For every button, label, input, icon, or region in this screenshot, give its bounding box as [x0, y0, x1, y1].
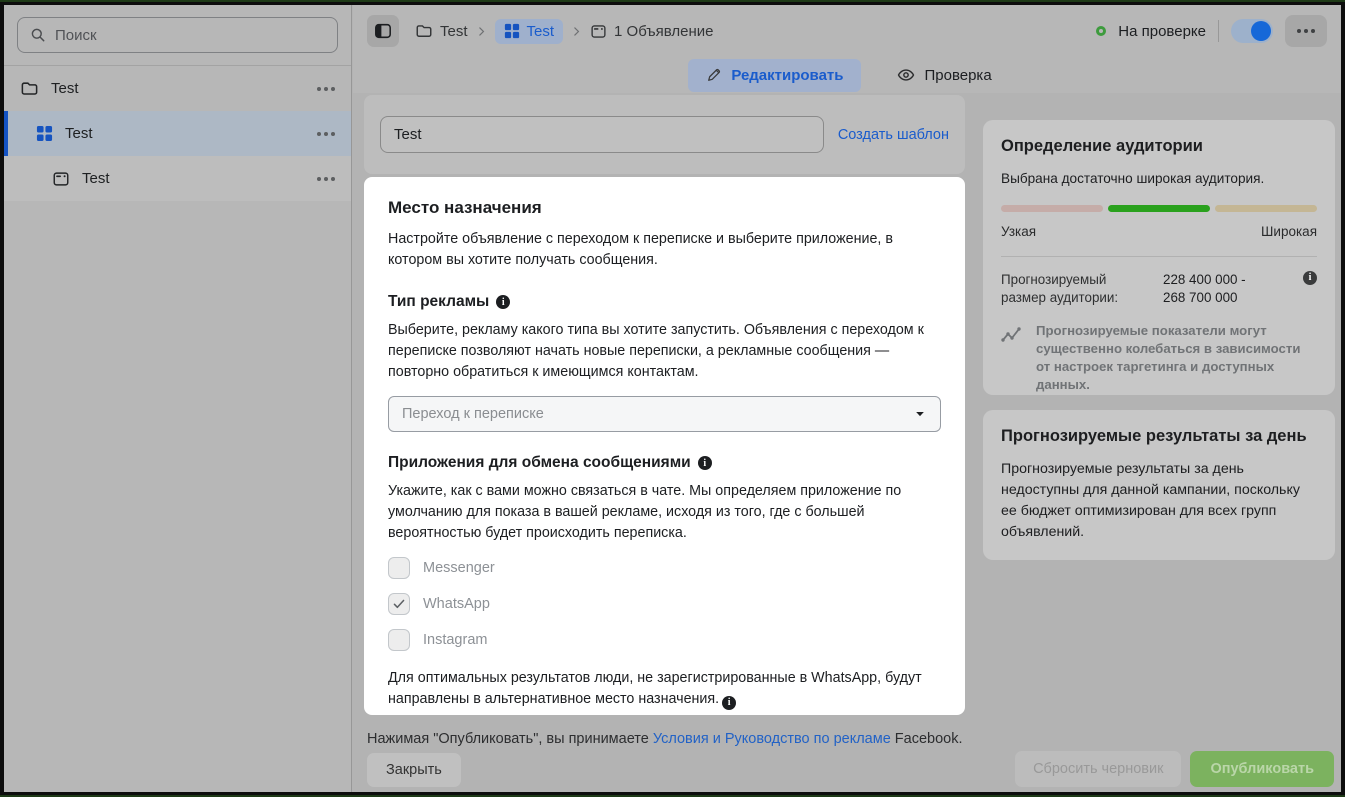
audience-status-text: Выбрана достаточно широкая аудитория.: [1001, 171, 1265, 186]
whatsapp-footnote: Для оптимальных результатов люди, не зарегистрированные в WhatsApp, будут направлены в альтернативное место назначения.i: [388, 668, 941, 710]
audience-note: Прогнозируемые показатели могут существенно колебаться в зависимости от настроек таргетинга и доступных данных.: [1001, 322, 1317, 394]
collapse-sidebar-button[interactable]: [367, 15, 399, 47]
folder-icon: [415, 22, 433, 40]
trend-zigzag-icon: [1001, 325, 1025, 394]
tree-item-label: Test: [82, 170, 110, 187]
audience-size-row: [1001, 271, 1317, 307]
ad-type-description: Выберите, рекламу какого типа вы хотите запустить. Объявления с переходом к переписке позволяют начать новые переписки, а рекламные сообщения — повторно обратиться к имеющимся контактам.: [388, 322, 924, 380]
check-icon: [392, 597, 406, 611]
breadcrumb: [415, 19, 714, 44]
search-input[interactable]: [17, 17, 338, 53]
tab-edit[interactable]: Редактировать: [688, 59, 861, 92]
meter-segment-current: [1108, 205, 1210, 212]
ad-active-toggle[interactable]: [1231, 19, 1273, 43]
status-dot-icon: [1096, 26, 1106, 36]
breadcrumb-adset-active[interactable]: Test: [495, 19, 564, 44]
discard-draft-button[interactable]: Сбросить черновик: [1015, 751, 1181, 787]
option-whatsapp: WhatsApp: [388, 586, 941, 622]
terms-link[interactable]: Условия и Руководство по рекламе: [652, 731, 891, 747]
section-description: Настройте объявление с переходом к переписке и выберите приложение, в котором вы хотите получать сообщения.: [388, 231, 893, 268]
section-title: Место назначения: [388, 198, 542, 217]
ad-icon: [52, 170, 70, 188]
info-icon[interactable]: [722, 696, 736, 710]
topbar-status-group: [1096, 15, 1327, 47]
search-placeholder: Поиск: [55, 26, 97, 44]
search-icon: [30, 27, 46, 43]
editor-content: [353, 93, 1341, 792]
messaging-apps-description: Укажите, как с вами можно связаться в чате. Мы определяем приложение по умолчанию для показа в вашей рекламе, исходя из того, где с большей вероятностью будет происходить переписка.: [388, 483, 902, 541]
audience-size-label: Прогнозируемый размер аудитории:: [1001, 272, 1119, 305]
ad-icon: [590, 23, 607, 40]
adset-grid-icon: [36, 125, 53, 142]
caret-down-icon: [913, 407, 927, 421]
audience-breadth-meter: [1001, 205, 1317, 212]
tab-review[interactable]: Проверка: [883, 58, 1005, 92]
topbar: [353, 5, 1341, 57]
breadcrumb-folder[interactable]: Test: [415, 22, 468, 40]
breadcrumb-ad[interactable]: 1 Объявление: [590, 23, 714, 40]
publish-button[interactable]: Опубликовать: [1190, 751, 1334, 787]
divider: [1218, 20, 1219, 42]
messaging-apps-options: [388, 550, 941, 658]
mode-tabs: [353, 57, 1341, 93]
sidebar-item-campaign-folder[interactable]: [4, 66, 351, 111]
checkbox-whatsapp-checked[interactable]: [388, 593, 410, 615]
daily-results-body: Прогнозируемые результаты за день недоступны для данной кампании, поскольку ее бюджет оптимизирован для всех групп объявлений.: [1001, 461, 1300, 540]
info-icon[interactable]: [1303, 271, 1317, 285]
audience-size-value: 228 400 000 - 268 700 000: [1163, 272, 1246, 305]
messaging-apps-heading: Приложения для обмена сообщениями i: [388, 454, 941, 472]
eye-icon: [897, 66, 915, 84]
tree-item-label: Test: [51, 80, 79, 97]
sidebar-search-bar: [4, 5, 351, 66]
folder-icon: [20, 79, 39, 98]
info-icon[interactable]: [698, 456, 712, 470]
meter-scale-labels: Узкая Широкая: [1001, 224, 1317, 239]
status-badge: На проверке: [1118, 22, 1206, 40]
ellipsis-icon: [1297, 29, 1315, 33]
ads-manager-window: [4, 5, 1341, 792]
checkbox-messenger[interactable]: [388, 557, 410, 579]
close-button[interactable]: Закрыть: [367, 753, 461, 787]
main-panel: [353, 5, 1341, 792]
campaign-tree: [4, 66, 351, 201]
panel-icon: [374, 22, 392, 40]
sidebar-item-adset-selected[interactable]: [4, 111, 351, 156]
tree-item-label: Test: [65, 125, 93, 142]
audience-title: Определение аудитории: [1001, 137, 1203, 155]
meter-segment-narrow: [1001, 205, 1103, 212]
create-template-link[interactable]: Создать шаблон: [837, 126, 949, 143]
toggle-knob: [1251, 21, 1271, 41]
ad-type-select[interactable]: Переход к переписке: [388, 396, 941, 432]
ad-type-heading: Тип рекламы i: [388, 293, 941, 311]
info-icon[interactable]: [496, 295, 510, 309]
destination-card: [364, 177, 965, 715]
adset-grid-icon: [504, 23, 520, 39]
footer-actions: [1015, 751, 1334, 787]
meter-segment-broad: [1215, 205, 1317, 212]
chevron-right-icon: [571, 26, 582, 37]
item-menu-icon[interactable]: [317, 177, 335, 181]
terms-text: Нажимая "Опубликовать", вы принимаете Условия и Руководство по рекламе Facebook.: [367, 731, 963, 747]
ad-name-card: [364, 95, 965, 174]
daily-results-card: [983, 410, 1335, 560]
item-menu-icon[interactable]: [317, 87, 335, 91]
audience-definition-card: [983, 120, 1335, 395]
ad-name-input[interactable]: [380, 116, 824, 153]
chevron-right-icon: [476, 26, 487, 37]
pencil-icon: [706, 67, 722, 83]
more-options-button[interactable]: [1285, 15, 1327, 47]
item-menu-icon[interactable]: [317, 132, 335, 136]
divider: [1001, 256, 1317, 257]
daily-results-title: Прогнозируемые результаты за день: [1001, 427, 1307, 445]
sidebar-item-ad[interactable]: [4, 156, 351, 201]
checkbox-instagram[interactable]: [388, 629, 410, 651]
option-messenger: Messenger: [388, 550, 941, 586]
sidebar: [4, 5, 352, 792]
option-instagram: Instagram: [388, 622, 941, 658]
